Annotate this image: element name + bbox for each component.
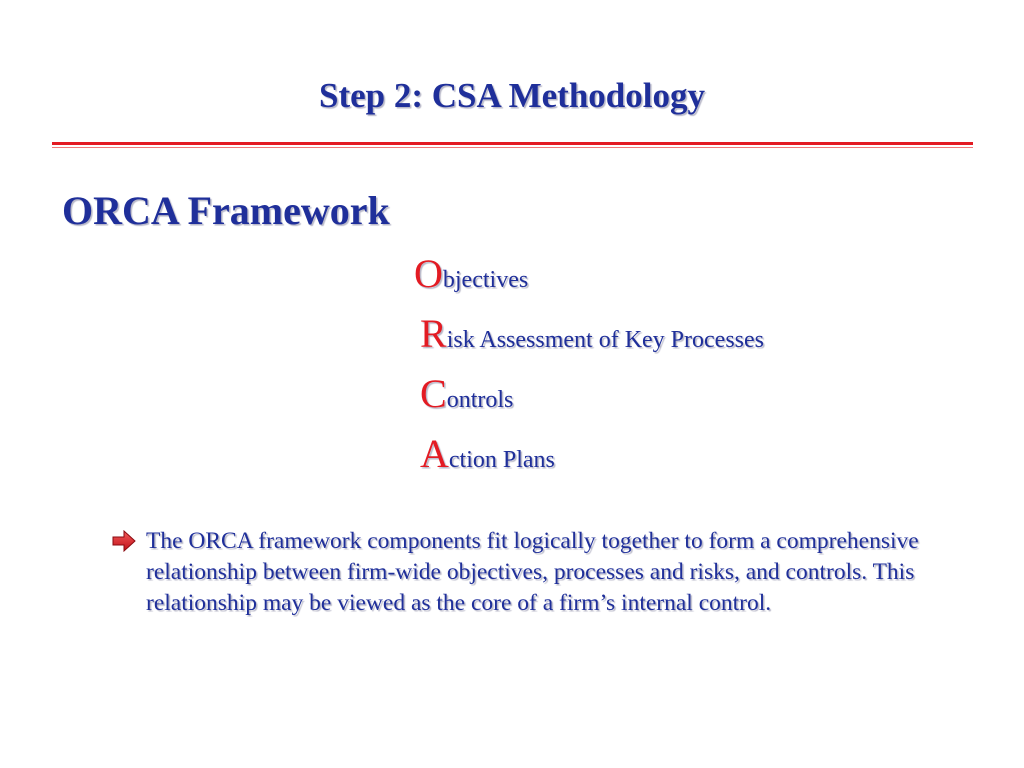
red-arrow-bullet-icon <box>112 530 136 552</box>
slide-title: Step 2: CSA Methodology <box>319 76 705 115</box>
orca-item-risk <box>414 310 764 370</box>
orca-letter: A <box>420 431 449 476</box>
orca-word: ction Plans <box>448 447 555 473</box>
orca-letter: O <box>414 251 443 296</box>
bullet-point <box>112 526 962 619</box>
orca-word: isk Assessment of Key Processes <box>446 327 764 353</box>
orca-item-controls <box>414 370 764 430</box>
orca-word: bjectives <box>442 267 529 293</box>
bullet-text: The ORCA framework components fit logically together to form a comprehensive relationship between firm-wide objectives, processes and risks, and controls. This relationship may be viewed as the core of a firm’s internal control. <box>146 528 919 616</box>
orca-item-objectives <box>414 250 764 310</box>
orca-list <box>414 250 764 490</box>
orca-item-action-plans <box>414 430 764 490</box>
title-divider-thin <box>52 147 973 148</box>
orca-word: ontrols <box>446 387 514 413</box>
orca-letter: R <box>420 311 447 356</box>
section-heading: ORCA Framework <box>62 188 390 233</box>
title-divider <box>52 142 973 145</box>
orca-letter: C <box>420 371 447 416</box>
